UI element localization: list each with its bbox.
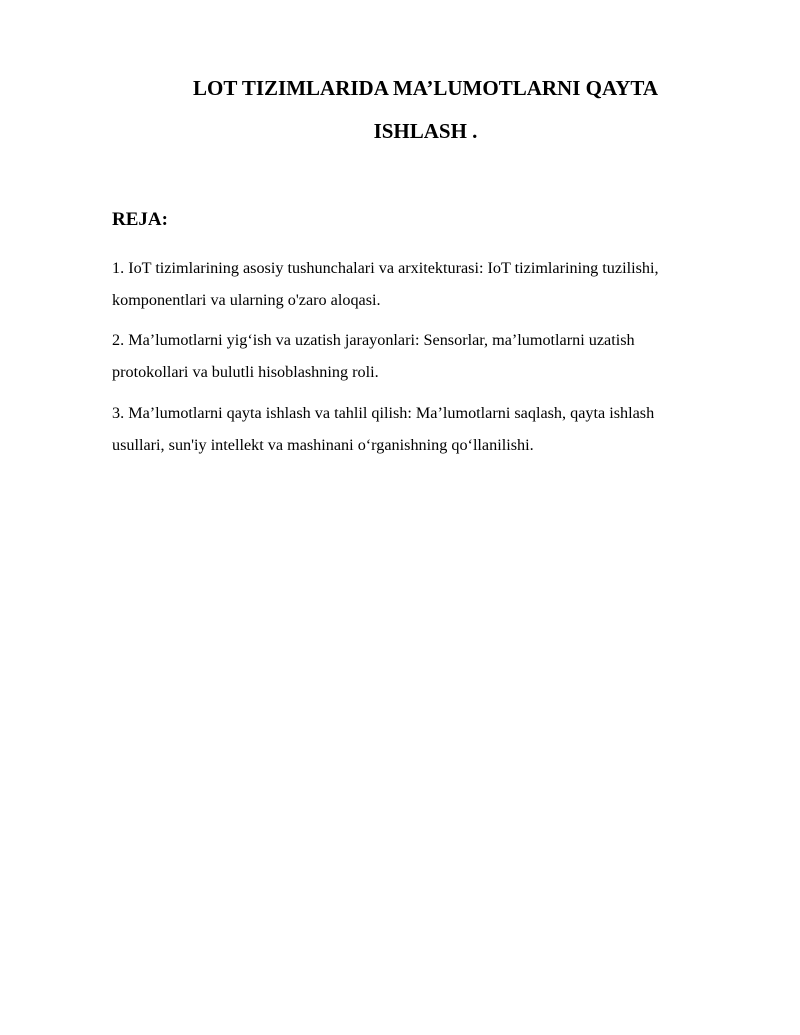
plan-item-3-line-1: 3. Ma’lumotlarni qayta ishlash va tahlil qilish: Ma’lumotlarni saqlash, qayta ishlash	[112, 404, 655, 422]
plan-item-2-line-2: protokollari va bulutli hisoblashning roli.	[112, 363, 379, 381]
plan-item-1-line-2: komponentlari va ularning o'zaro aloqasi.	[112, 291, 381, 309]
document-title-line-1: LOT TIZIMLARIDA MA’LUMOTLARNI QAYTA	[193, 76, 658, 100]
plan-item-1-line-1: 1. IoT tizimlarining asosiy tushunchalari va arxitekturasi: IoT tizimlarining tuzilishi,	[112, 259, 659, 277]
plan-item-3-line-2: usullari, sun'iy intellekt va mashinani o‘rganishning qo‘llanilishi.	[112, 436, 534, 454]
plan-item-3	[112, 397, 739, 461]
plan-item-2	[112, 324, 739, 388]
document-title-line-2: ISHLASH .	[373, 119, 478, 143]
plan-item-1	[112, 252, 739, 316]
plan-heading: REJA:	[112, 209, 168, 230]
plan-item-2-line-1: 2. Ma’lumotlarni yig‘ish va uzatish jarayonlari: Sensorlar, ma’lumotlarni uzatish	[112, 331, 635, 349]
